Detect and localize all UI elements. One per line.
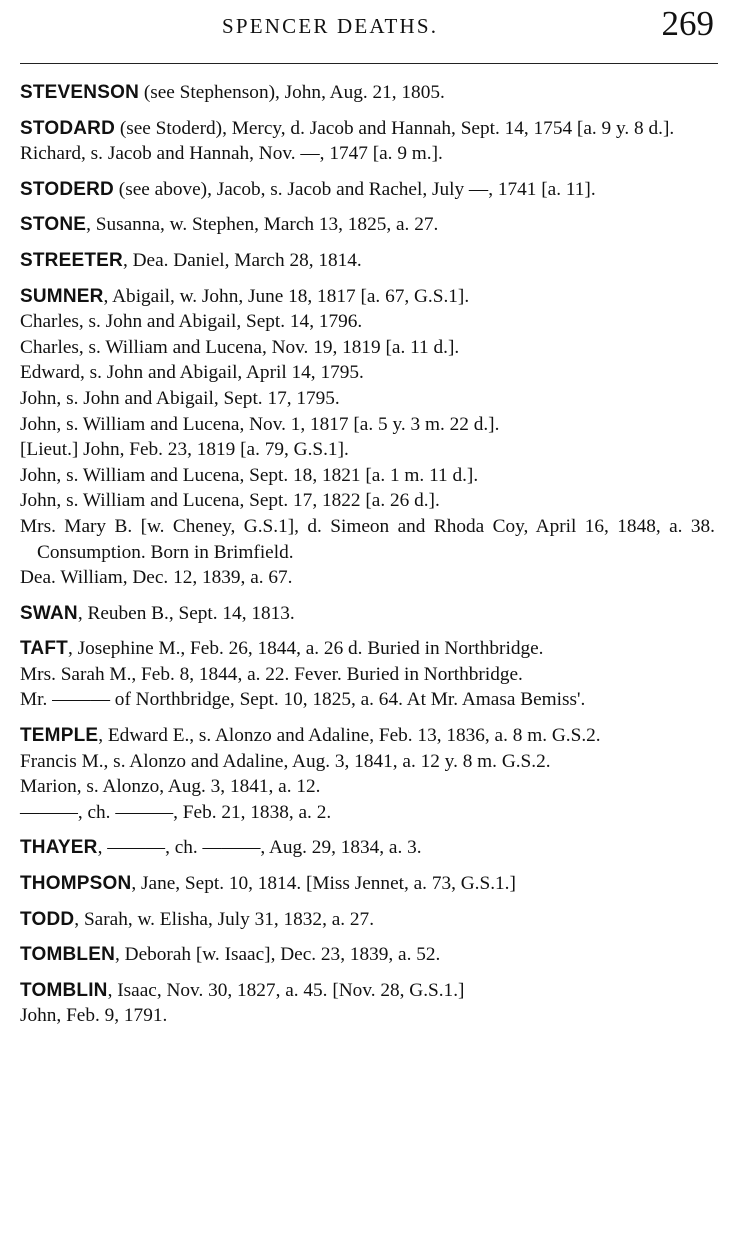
- record-text: [Lieut.] John, Feb. 23, 1819 [a. 79, G.S.1].: [20, 439, 349, 461]
- header-rule: [20, 63, 718, 64]
- entry-first-line: [20, 636, 715, 662]
- entry-first-line: [20, 80, 715, 106]
- record-line: [20, 800, 715, 826]
- record-text: John, s. William and Lucena, Sept. 17, 1822 [a. 26 d.].: [20, 490, 440, 512]
- entry-first-line: [20, 942, 715, 968]
- surname-heading: THAYER: [20, 837, 98, 859]
- record-text: , Josephine M., Feb. 26, 1844, a. 26 d. Buried in Northbridge.: [67, 638, 544, 660]
- surname-entry: [20, 212, 715, 238]
- record-text: Charles, s. John and Abigail, Sept. 14, 1796.: [20, 311, 363, 333]
- record-text: , Abigail, w. John, June 18, 1817 [a. 67, G.S.1].: [103, 285, 470, 307]
- record-line: [20, 437, 715, 463]
- record-text: John, s. John and Abigail, Sept. 17, 1795.: [20, 387, 340, 409]
- record-text: Francis M., s. Alonzo and Adaline, Aug. 3, 1841, a. 12 y. 8 m. G.S.2.: [20, 750, 551, 772]
- record-text: Mrs. Sarah M., Feb. 8, 1844, a. 22. Fever. Buried in Northbridge.: [20, 663, 523, 685]
- record-text: John, Feb. 9, 1791.: [20, 1005, 168, 1027]
- entry-first-line: [20, 723, 715, 749]
- surname-entry: [20, 835, 715, 861]
- record-text: (see above), Jacob, s. Jacob and Rachel, July —, 1741 [a. 11].: [113, 178, 596, 200]
- page-number: 269: [661, 4, 714, 43]
- record-text: , Edward E., s. Alonzo and Adaline, Feb. 13, 1836, a. 8 m. G.S.2.: [98, 725, 601, 747]
- entry-first-line: [20, 116, 715, 142]
- record-text: , Jane, Sept. 10, 1814. [Miss Jennet, a. 73, G.S.1.]: [131, 873, 516, 895]
- surname-entry: [20, 636, 715, 713]
- surname-heading: STREETER: [20, 249, 123, 271]
- record-line: [20, 463, 715, 489]
- surname-heading: TOMBLEN: [20, 944, 115, 966]
- record-text: , Isaac, Nov. 30, 1827, a. 45. [Nov. 28, G.S.1.]: [107, 979, 465, 1001]
- entry-first-line: [20, 978, 715, 1004]
- record-line: [20, 360, 715, 386]
- record-text: , Sarah, w. Elisha, July 31, 1832, a. 27.: [74, 908, 375, 930]
- surname-entry: [20, 248, 715, 274]
- surname-entry: [20, 978, 715, 1029]
- entry-first-line: [20, 835, 715, 861]
- surname-heading: STODARD: [20, 117, 115, 139]
- record-line: [20, 662, 715, 688]
- record-text: (see Stoderd), Mercy, d. Jacob and Hannah, Sept. 14, 1754 [a. 9 y. 8 d.].: [115, 117, 675, 139]
- record-line: [20, 386, 715, 412]
- surname-entry: [20, 601, 715, 627]
- entry-first-line: [20, 907, 715, 933]
- entry-first-line: [20, 871, 715, 897]
- surname-entry: [20, 80, 715, 106]
- record-text: John, s. William and Lucena, Sept. 18, 1821 [a. 1 m. 11 d.].: [20, 464, 479, 486]
- record-text: , Deborah [w. Isaac], Dec. 23, 1839, a. 52.: [115, 944, 441, 966]
- surname-heading: TOMBLIN: [20, 979, 108, 1001]
- surname-heading: THOMPSON: [20, 873, 132, 895]
- record-text: , Dea. Daniel, March 28, 1814.: [122, 249, 362, 271]
- record-line: [20, 565, 715, 591]
- surname-entry: [20, 871, 715, 897]
- surname-entry: [20, 907, 715, 933]
- record-line: [20, 309, 715, 335]
- record-line: [20, 335, 715, 361]
- record-text: Edward, s. John and Abigail, April 14, 1795.: [20, 362, 364, 384]
- running-title: SPENCER DEATHS.: [222, 14, 439, 38]
- record-line: [20, 749, 715, 775]
- record-text: Richard, s. Jacob and Hannah, Nov. —, 1747 [a. 9 m.].: [20, 143, 443, 165]
- record-text: Mrs. Mary B. [w. Cheney, G.S.1], d. Simeon and Rhoda Coy, April 16, 1848, a. 38. Consumption. Born in Brimfield.: [20, 515, 715, 563]
- surname-heading: SUMNER: [20, 285, 104, 307]
- surname-heading: STONE: [20, 214, 87, 236]
- surname-heading: TEMPLE: [20, 725, 99, 747]
- record-line: [20, 514, 715, 565]
- surname-heading: TAFT: [20, 638, 68, 660]
- record-line: [20, 774, 715, 800]
- surname-heading: SWAN: [20, 602, 78, 624]
- record-text: ———, ch. ———, Feb. 21, 1838, a. 2.: [20, 801, 332, 823]
- surname-heading: STEVENSON: [20, 82, 139, 103]
- record-line: [20, 687, 715, 713]
- record-text: Dea. William, Dec. 12, 1839, a. 67.: [20, 567, 293, 589]
- record-text: , Reuben B., Sept. 14, 1813.: [77, 602, 295, 624]
- record-text: Marion, s. Alonzo, Aug. 3, 1841, a. 12.: [20, 776, 321, 798]
- surname-entry: [20, 284, 715, 591]
- surname-entry: [20, 116, 715, 167]
- entry-first-line: [20, 284, 715, 310]
- record-text: Mr. ——— of Northbridge, Sept. 10, 1825, a. 64. At Mr. Amasa Bemiss'.: [20, 689, 586, 711]
- entry-first-line: [20, 177, 715, 203]
- surname-entry: [20, 942, 715, 968]
- surname-entry: [20, 723, 715, 825]
- surname-heading: TODD: [20, 908, 75, 930]
- record-text: (see Stephenson), John, Aug. 21, 1805.: [139, 82, 445, 103]
- entry-first-line: [20, 248, 715, 274]
- record-line: [20, 412, 715, 438]
- surname-entry: [20, 177, 715, 203]
- record-line: [20, 1003, 715, 1029]
- record-line: [20, 141, 715, 167]
- death-records-list: [20, 80, 715, 1039]
- record-text: Charles, s. William and Lucena, Nov. 19, 1819 [a. 11 d.].: [20, 336, 460, 358]
- surname-heading: STODERD: [20, 178, 114, 200]
- entry-first-line: [20, 601, 715, 627]
- record-text: John, s. William and Lucena, Nov. 1, 1817 [a. 5 y. 3 m. 22 d.].: [20, 413, 500, 435]
- record-text: , ———, ch. ———, Aug. 29, 1834, a. 3.: [97, 837, 422, 859]
- record-text: , Susanna, w. Stephen, March 13, 1825, a. 27.: [86, 214, 439, 236]
- record-line: [20, 488, 715, 514]
- entry-first-line: [20, 212, 715, 238]
- page-header: [0, 0, 734, 60]
